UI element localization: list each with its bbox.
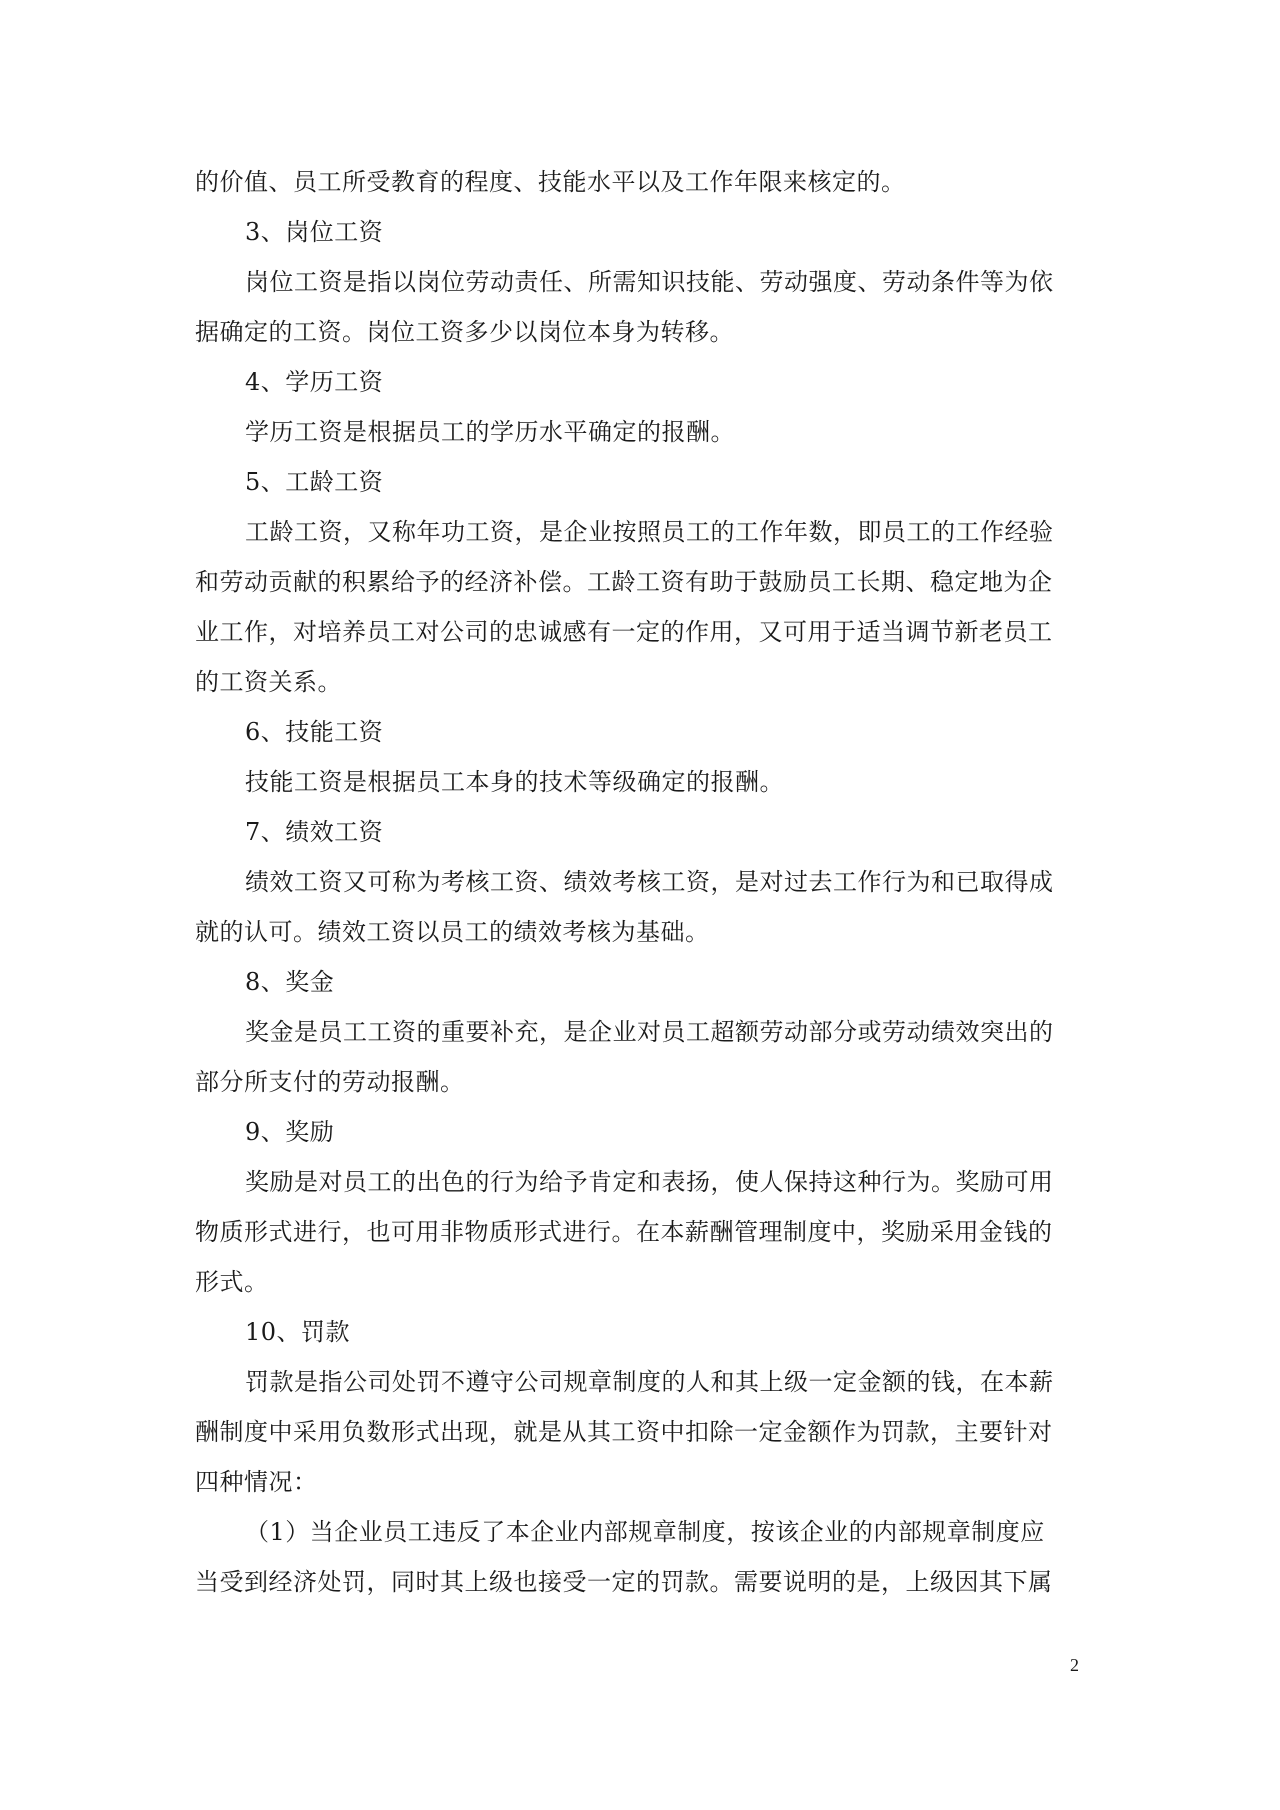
text-line: 8、奖金 — [245, 968, 335, 996]
text-line: 9、奖励 — [245, 1118, 335, 1146]
text-line: 5、工龄工资 — [245, 468, 384, 496]
text-line: 当受到经济处罚，同时其上级也接受一定的罚款。需要说明的是，上级因其下属 — [195, 1568, 1053, 1596]
text-line: 3、岗位工资 — [245, 218, 384, 246]
text-line: 的工资关系。 — [195, 668, 342, 696]
text-line: 部分所支付的劳动报酬。 — [195, 1068, 465, 1096]
text-line: 酬制度中采用负数形式出现，就是从其工资中扣除一定金额作为罚款，主要针对 — [195, 1418, 1053, 1446]
text-line: 业工作，对培养员工对公司的忠诚感有一定的作用，又可用于适当调节新老员工 — [195, 618, 1053, 646]
text-line: 10、罚款 — [245, 1318, 351, 1346]
text-line: 6、技能工资 — [245, 718, 384, 746]
text-line: 就的认可。绩效工资以员工的绩效考核为基础。 — [195, 918, 710, 946]
text-line: 奖励是对员工的出色的行为给予肯定和表扬，使人保持这种行为。奖励可用 — [245, 1168, 1054, 1196]
text-line: 奖金是员工工资的重要补充，是企业对员工超额劳动部分或劳动绩效突出的 — [245, 1018, 1054, 1046]
text-line: （1）当企业员工违反了本企业内部规章制度，按该企业的内部规章制度应 — [245, 1518, 1045, 1546]
text-line: 技能工资是根据员工本身的技术等级确定的报酬。 — [245, 768, 784, 796]
text-line: 绩效工资又可称为考核工资、绩效考核工资，是对过去工作行为和已取得成 — [245, 868, 1054, 896]
text-line: 据确定的工资。岗位工资多少以岗位本身为转移。 — [195, 318, 734, 346]
text-line: 岗位工资是指以岗位劳动责任、所需知识技能、劳动强度、劳动条件等为依 — [245, 268, 1054, 296]
document-body — [195, 157, 1085, 1607]
text-line: 7、绩效工资 — [245, 818, 384, 846]
text-line: 罚款是指公司处罚不遵守公司规章制度的人和其上级一定金额的钱，在本薪 — [245, 1368, 1054, 1396]
page-number: 2 — [1070, 1655, 1079, 1675]
text-line: 和劳动贡献的积累给予的经济补偿。工龄工资有助于鼓励员工长期、稳定地为企 — [195, 568, 1053, 596]
text-line: 物质形式进行，也可用非物质形式进行。在本薪酬管理制度中，奖励采用金钱的 — [195, 1218, 1053, 1246]
text-line: 的价值、员工所受教育的程度、技能水平以及工作年限来核定的。 — [195, 168, 906, 196]
text-line: 形式。 — [195, 1268, 269, 1296]
text-line: 工龄工资，又称年功工资，是企业按照员工的工作年数，即员工的工作经验 — [245, 518, 1054, 546]
text-line: 4、学历工资 — [245, 368, 384, 396]
text-line: 四种情况： — [195, 1468, 318, 1496]
text-line: 学历工资是根据员工的学历水平确定的报酬。 — [245, 418, 735, 446]
